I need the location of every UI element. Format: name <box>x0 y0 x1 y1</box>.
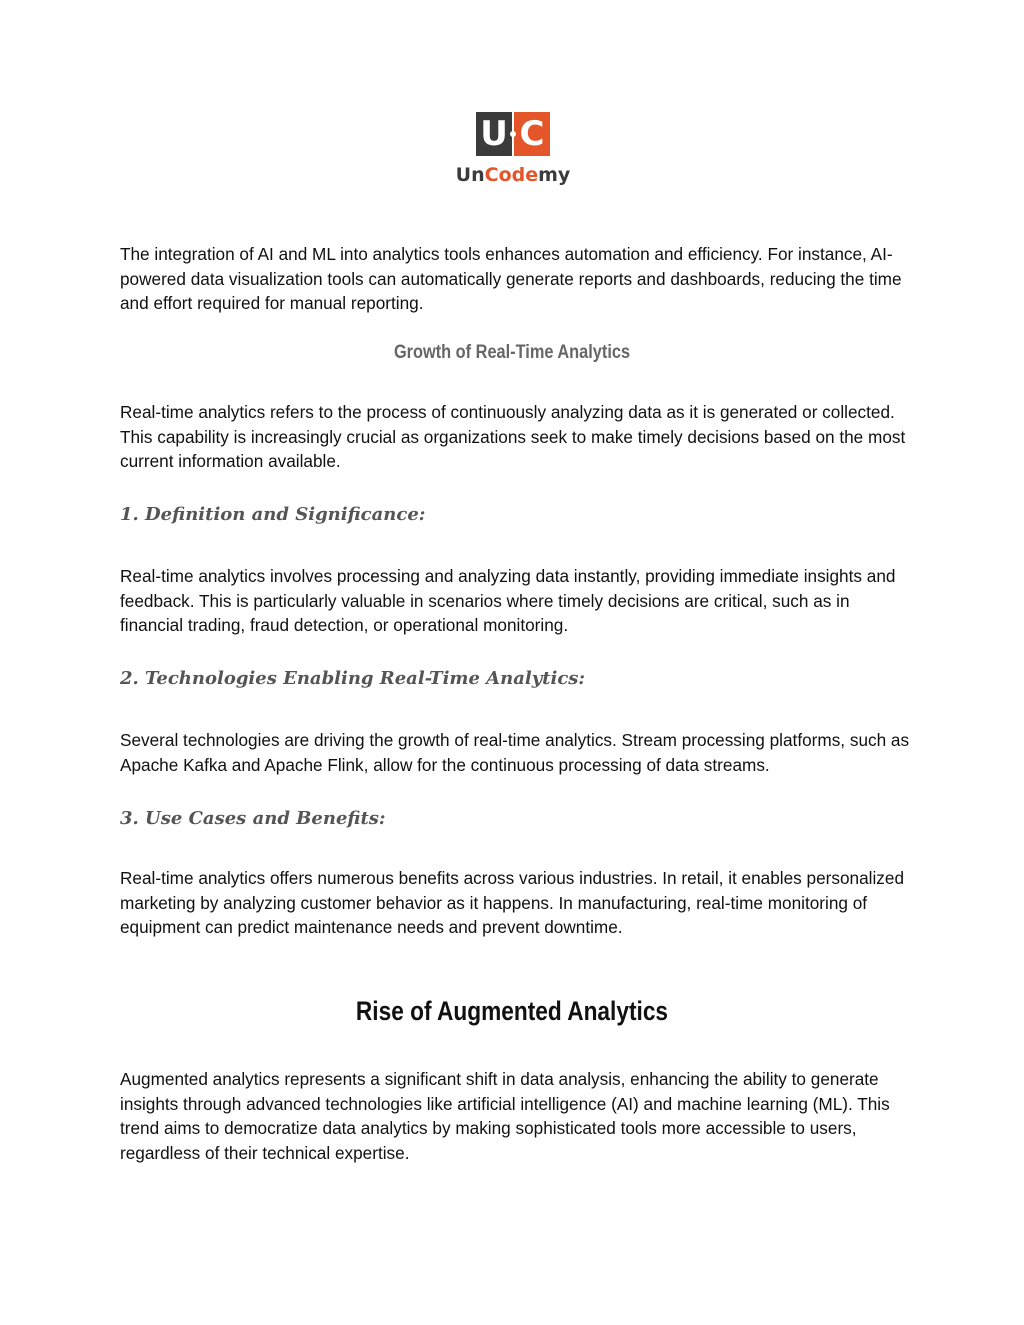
heading-definition: 1. Definition and Significance: <box>120 504 426 525</box>
logo-word-code: Code <box>484 164 539 186</box>
logo-mark <box>476 112 550 156</box>
technologies-paragraph: Several technologies are driving the growth of real-time analytics. Stream processing platforms, such as Apache Kafka and Apache Flink, allow for the continuous processing of data streams. <box>120 730 910 775</box>
use-cases-paragraph: Real-time analytics offers numerous benefits across various industries. In retail, it enables personalized marketing by analyzing customer behavior as it happens. In manufacturing, real-time monitoring of equipment can predict maintenance needs and prevent downtime. <box>120 868 905 937</box>
logo-wordmark <box>451 163 575 187</box>
logo-word-my: my <box>538 164 571 186</box>
heading-realtime-analytics: Growth of Real-Time Analytics <box>393 342 631 363</box>
definition-paragraph: Real-time analytics involves processing and analyzing data instantly, providing immediate insights and feedback. This is particularly valuable in scenarios where timely decisions are critical, such as in financial trading, fraud detection, or operational monitoring. <box>120 566 896 635</box>
logo-letter-c: C <box>514 112 550 156</box>
logo-word-un: Un <box>455 164 485 186</box>
realtime-paragraph: Real-time analytics refers to the process of continuously analyzing data as it is generated or collected. This capability is increasingly crucial as organizations seek to make timely decisions based on the most current information available. <box>120 402 906 471</box>
logo-letter-u: U <box>476 112 512 156</box>
heading-use-cases: 3. Use Cases and Benefits: <box>120 808 386 829</box>
augmented-paragraph: Augmented analytics represents a significant shift in data analysis, enhancing the ability to generate insights through advanced technologies like artificial intelligence (AI) and machine learning (ML). This trend aims to democratize data analytics by making sophisticated tools more accessible to users, regardless of their technical expertise. <box>120 1069 890 1163</box>
heading-technologies: 2. Technologies Enabling Real-Time Analytics: <box>120 668 586 689</box>
uncodemy-logo <box>451 108 575 190</box>
heading-augmented-analytics: Rise of Augmented Analytics <box>355 996 669 1026</box>
logo-dot-icon <box>510 131 516 137</box>
intro-paragraph: The integration of AI and ML into analytics tools enhances automation and efficiency. For instance, AI-powered data visualization tools can automatically generate reports and dashboards, reducing the time and effort required for manual reporting. <box>120 244 902 313</box>
